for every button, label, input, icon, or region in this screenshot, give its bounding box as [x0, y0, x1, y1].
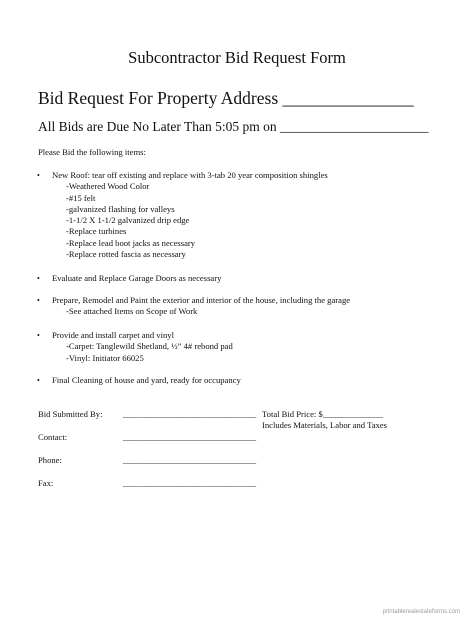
- fax-field[interactable]: _______________________________: [123, 478, 257, 488]
- sub-item: -Weathered Wood Color: [66, 181, 150, 192]
- footer-watermark: printablerealestateforms.com: [382, 609, 460, 615]
- sub-item: -Carpet: Tanglewild Shetland, ½” 4# rebond pad: [66, 341, 233, 352]
- sub-item: -1-1/2 X 1-1/2 galvanized drip edge: [66, 215, 190, 226]
- intro-text: Please Bid the following items:: [38, 147, 146, 157]
- list-item-text: Provide and install carpet and vinyl: [52, 330, 174, 340]
- sub-item: -Replace rotted fascia as necessary: [66, 249, 186, 260]
- total-bid-price-field: [262, 409, 387, 432]
- sub-item: -Vinyl: Initiator 66025: [66, 352, 144, 363]
- contact-field[interactable]: _______________________________: [123, 432, 257, 442]
- list-item-text: Prepare, Remodel and Paint the exterior and interior of the house, including the garage: [52, 295, 351, 305]
- bullet-icon: •: [37, 274, 40, 283]
- list-item-text: New Roof: tear off existing and replace with 3-tab 20 year composition shingles: [52, 170, 328, 180]
- phone-field[interactable]: _______________________________: [123, 455, 257, 465]
- sub-item: -See attached Items on Scope of Work: [66, 306, 198, 317]
- total-bid-price[interactable]: Total Bid Price: $______________: [262, 409, 383, 419]
- sub-item: -Replace turbines: [66, 226, 127, 237]
- contact-label: Contact:: [38, 432, 68, 442]
- sub-item: -galvanized flashing for valleys: [66, 203, 175, 214]
- list-item-text: Evaluate and Replace Garage Doors as necessary: [52, 273, 222, 283]
- page-title: Subcontractor Bid Request Form: [128, 48, 346, 67]
- bid-due-line: All Bids are Due No Later Than 5:05 pm on ______________________: [38, 119, 429, 134]
- fax-label: Fax:: [38, 478, 54, 488]
- property-address-line: Bid Request For Property Address _______________: [38, 88, 414, 108]
- bullet-icon: •: [37, 376, 40, 385]
- includes-note: Includes Materials, Labor and Taxes: [262, 420, 387, 431]
- bid-submitted-label: Bid Submitted By:: [38, 409, 103, 419]
- bullet-icon: •: [37, 296, 40, 305]
- bullet-icon: •: [37, 171, 40, 180]
- list-item-text: Final Cleaning of house and yard, ready for occupancy: [52, 375, 241, 385]
- sub-item: -Replace lead boot jacks as necessary: [66, 237, 196, 248]
- bullet-icon: •: [37, 331, 40, 340]
- sub-item: -#15 felt: [66, 192, 96, 203]
- phone-label: Phone:: [38, 455, 62, 465]
- bid-submitted-field[interactable]: _______________________________: [123, 409, 257, 419]
